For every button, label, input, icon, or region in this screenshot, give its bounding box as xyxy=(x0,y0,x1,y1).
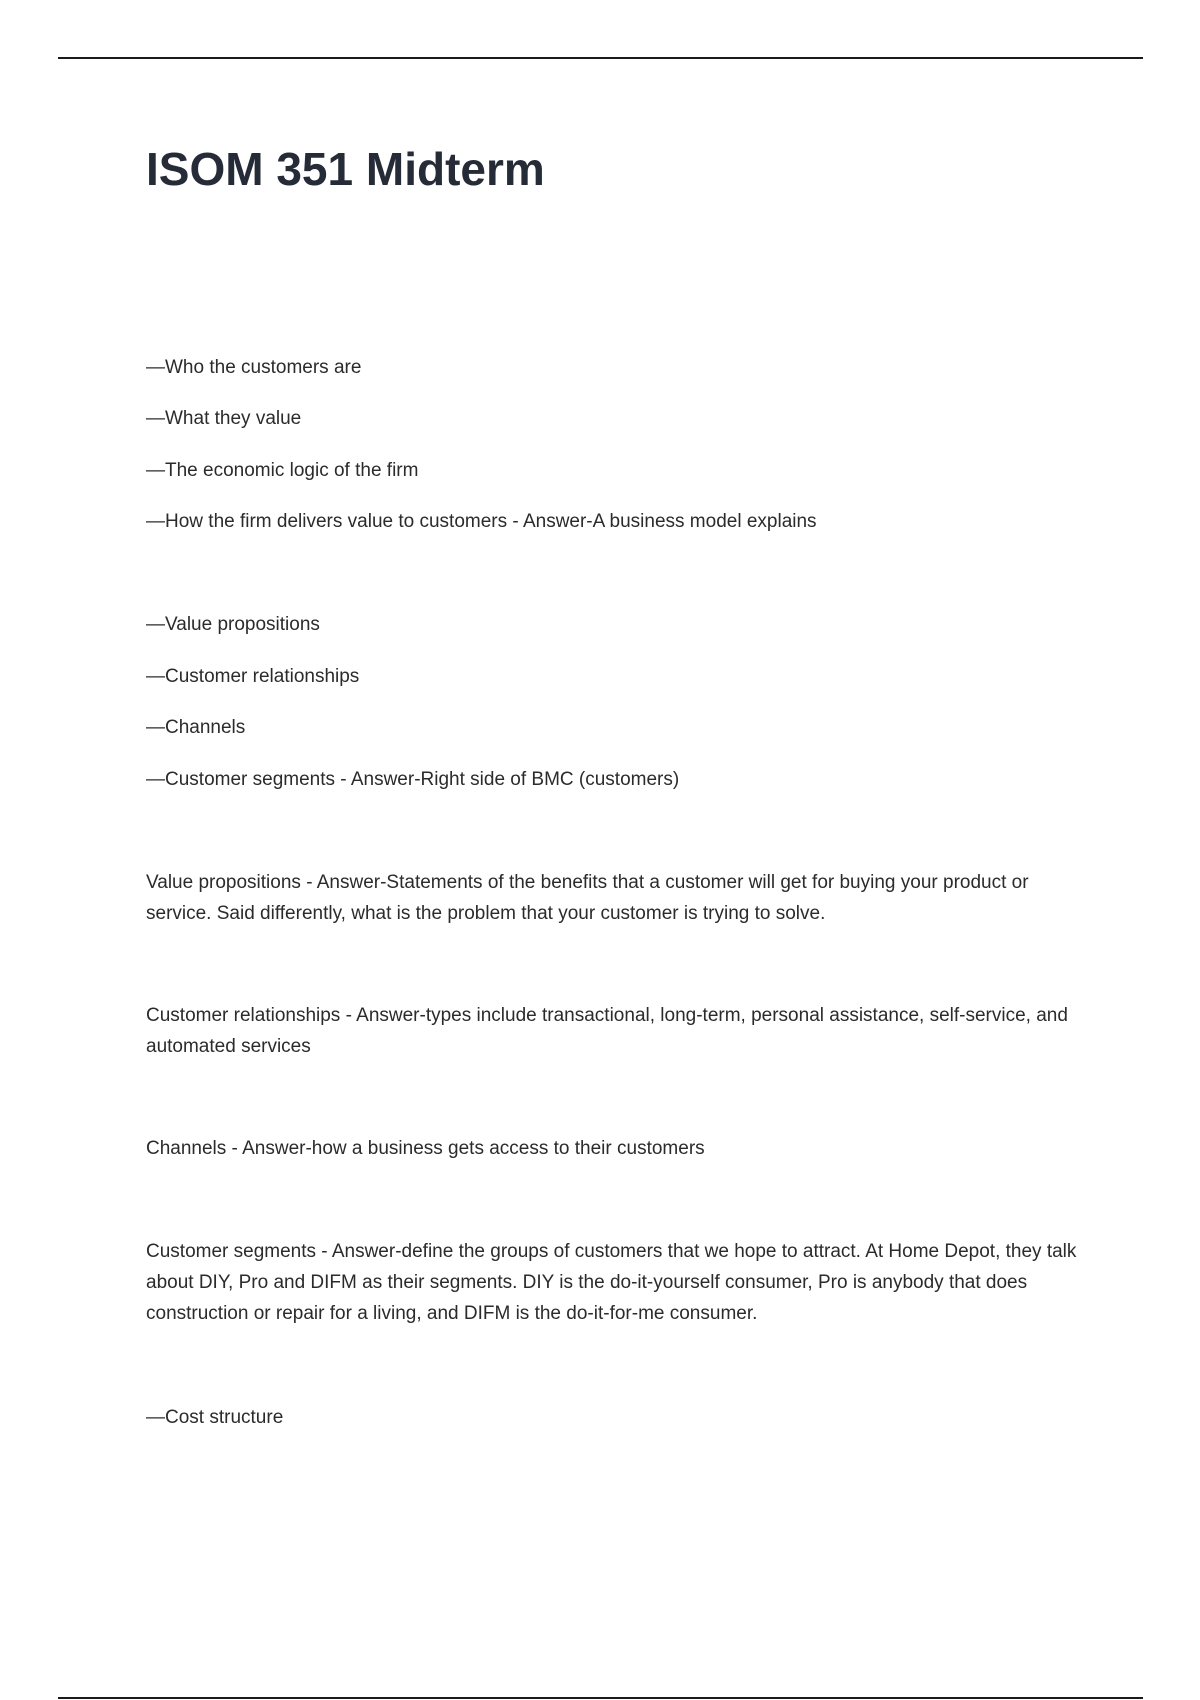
document-title: ISOM 351 Midterm xyxy=(146,143,545,195)
list-item: —Customer segments - Answer-Right side of BMC (customers) xyxy=(146,769,680,790)
list-item: —Value propositions xyxy=(146,614,320,635)
list-item: —How the firm delivers value to customers - Answer-A business model explains xyxy=(146,511,817,532)
list-item: —What they value xyxy=(146,408,302,429)
list-item: —Channels xyxy=(146,717,246,738)
qa-paragraph: Value propositions - Answer-Statements of the benefits that a customer will get for buying your product or service. Said differently, what is the problem that your customer is trying to solve. xyxy=(146,872,1029,924)
list-item: —Who the customers are xyxy=(146,357,362,378)
list-item: —Cost structure xyxy=(146,1407,284,1428)
top-rule xyxy=(58,57,1143,59)
qa-paragraph: Customer segments - Answer-define the groups of customers that we hope to attract. At Home Depot, they talk about DIY, Pro and DIFM as their segments. DIY is the do-it-yourself consumer, Pro is anybody that does construction or repair for a living, and DIFM is the do-it-for-me consumer. xyxy=(146,1241,1077,1324)
list-item: —The economic logic of the firm xyxy=(146,460,419,481)
list-item: —Customer relationships xyxy=(146,666,360,687)
bottom-rule xyxy=(58,1697,1143,1699)
qa-paragraph: Channels - Answer-how a business gets access to their customers xyxy=(146,1138,705,1159)
qa-paragraph: Customer relationships - Answer-types include transactional, long-term, personal assistance, self-service, and automated services xyxy=(146,1005,1068,1057)
